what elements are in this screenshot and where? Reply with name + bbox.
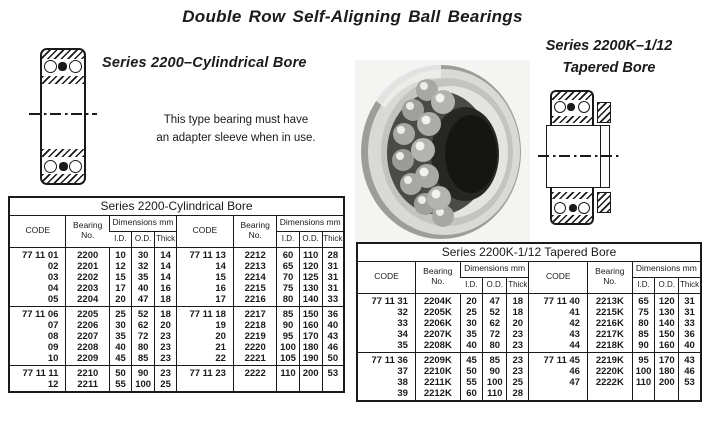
id-cell: 80 [632, 319, 655, 330]
col-header-id: I.D. [460, 277, 483, 293]
thick-cell: 20 [507, 319, 529, 330]
col-header-bearing-no: Bearing No. [66, 215, 110, 247]
od-cell: 190 [299, 354, 322, 365]
bearing-no-cell: 2220K [587, 367, 632, 378]
id-cell: 85 [632, 330, 655, 341]
col-header-od: O.D. [299, 231, 322, 247]
outer-ring-hatch [552, 215, 592, 223]
col-header-id: I.D. [109, 231, 131, 247]
id-cell [632, 389, 655, 401]
table-row [9, 262, 344, 273]
bearing-no-cell: 2215 [233, 284, 277, 295]
thick-cell: 36 [322, 306, 344, 321]
od-cell: 200 [655, 378, 679, 389]
id-cell: 20 [460, 293, 483, 308]
table-title: Series 2200K-1/12 Tapered Bore [357, 243, 701, 261]
table-title: Series 2200-Cylindrical Bore [9, 197, 344, 215]
thick-cell: 36 [679, 330, 701, 341]
code-cell: 03 [47, 273, 59, 284]
od-cell: 72 [483, 330, 507, 341]
bearing-ball-icon [69, 60, 82, 73]
thick-cell: 33 [679, 319, 701, 330]
col-header-od: O.D. [132, 231, 155, 247]
thick-cell: 43 [322, 332, 344, 343]
od-cell: 120 [299, 262, 322, 273]
bearing-no-cell: 2216K [587, 319, 632, 330]
adapter-nut-hatch [597, 192, 611, 213]
col-header-code: CODE [357, 261, 415, 293]
id-cell: 90 [632, 341, 655, 352]
id-cell: 45 [460, 352, 483, 367]
thick-cell: 23 [155, 365, 177, 380]
table-row [9, 247, 344, 262]
od-cell: 62 [132, 321, 155, 332]
od-cell: 120 [655, 293, 679, 308]
code-cell: 12 [47, 380, 59, 391]
table-row [357, 308, 701, 319]
bearing-ball-icon [554, 202, 566, 214]
col-header-code: CODE [9, 215, 66, 247]
code-cell: 02 [47, 262, 59, 273]
col-header-dimensions: Dimensions mm [109, 215, 176, 231]
cylindrical-bore-drawing-icon [40, 48, 86, 185]
bearing-no-cell: 2209K [415, 352, 460, 367]
code-cell: 38 [397, 378, 408, 389]
thick-cell: 18 [507, 293, 529, 308]
bearing-no-cell: 2220 [233, 343, 277, 354]
od-cell: 80 [132, 343, 155, 354]
bearing-ball-icon [44, 160, 57, 173]
bearing-no-cell: 2206 [66, 321, 110, 332]
id-cell: 12 [109, 262, 131, 273]
bearing-no-cell: 2217K [587, 330, 632, 341]
code-cell: 04 [47, 284, 59, 295]
code-cell: 77 11 13 [176, 247, 233, 262]
code-cell: 47 [529, 378, 587, 389]
id-cell: 60 [277, 247, 299, 262]
inner-ring-hatch [552, 116, 592, 123]
table-row [357, 352, 701, 367]
bearing-no-cell: 2209 [66, 354, 110, 365]
od-cell: 52 [483, 308, 507, 319]
bearing-no-cell: 2219K [587, 352, 632, 367]
thick-cell: 40 [679, 341, 701, 352]
bearing-no-cell: 2208K [415, 341, 460, 352]
bearing-no-cell: 2210K [415, 367, 460, 378]
adapter-sleeve-note [132, 112, 340, 147]
tapered-bore-drawing-icon [550, 90, 594, 225]
code-cell: 17 [176, 295, 233, 306]
bearing-no-cell: 2203 [66, 284, 110, 295]
od-cell: 140 [299, 295, 322, 306]
col-header-thick: Thick [155, 231, 177, 247]
thick-cell: 40 [322, 321, 344, 332]
bearing-no-cell: 2207 [66, 332, 110, 343]
thick-cell: 18 [507, 308, 529, 319]
code-cell: 39 [397, 389, 408, 400]
code-cell: 77 11 45 [529, 352, 587, 367]
note-line-1: This type bearing must have [163, 114, 309, 126]
col-header-code: CODE [529, 261, 587, 293]
table-row [9, 380, 344, 392]
od-cell [299, 380, 322, 392]
thick-cell: 43 [679, 352, 701, 367]
code-cell: 41 [529, 308, 587, 319]
code-cell: 77 11 31 [357, 293, 415, 308]
bearing-ball-icon [578, 202, 590, 214]
thick-cell: 18 [155, 295, 177, 306]
thick-cell: 16 [155, 284, 177, 295]
id-cell: 50 [460, 367, 483, 378]
bearing-no-cell: 2206K [415, 319, 460, 330]
thick-cell: 14 [155, 262, 177, 273]
table-row [9, 295, 344, 306]
bearing-no-cell: 2211 [66, 380, 110, 392]
code-cell: 42 [529, 319, 587, 330]
code-cell: 34 [397, 330, 408, 341]
id-cell: 95 [632, 352, 655, 367]
code-cell: 21 [176, 343, 233, 354]
code-cell [529, 389, 587, 401]
code-cell: 77 11 18 [176, 306, 233, 321]
thick-cell: 23 [507, 352, 529, 367]
od-cell: 30 [132, 247, 155, 262]
adapter-nut-hatch [597, 102, 611, 123]
tapered-series-line-1: Series 2200K–1/12 [545, 38, 673, 54]
id-cell: 55 [109, 380, 131, 392]
bearing-no-cell: 2213K [587, 293, 632, 308]
bearing-no-cell [233, 380, 277, 392]
od-cell: 150 [299, 306, 322, 321]
code-cell: 77 11 40 [529, 293, 587, 308]
tapered-bore-table [356, 242, 702, 402]
code-cell: 10 [47, 354, 59, 365]
id-cell: 75 [632, 308, 655, 319]
id-cell: 100 [632, 367, 655, 378]
bearing-no-cell: 2221 [233, 354, 277, 365]
od-cell [655, 389, 679, 401]
col-header-thick: Thick [507, 277, 529, 293]
id-cell: 40 [109, 343, 131, 354]
thick-cell: 18 [155, 306, 177, 321]
thick-cell: 46 [679, 367, 701, 378]
thick-cell: 31 [679, 293, 701, 308]
inner-ring-hatch [42, 76, 84, 84]
code-cell: 77 11 36 [357, 352, 415, 367]
col-header-id: I.D. [632, 277, 655, 293]
col-header-bearing-no: Bearing No. [233, 215, 277, 247]
cylindrical-series-label: Series 2200–Cylindrical Bore [102, 55, 307, 71]
thick-cell: 23 [155, 354, 177, 365]
col-header-thick: Thick [322, 231, 344, 247]
table-row [9, 321, 344, 332]
outer-ring-hatch [42, 50, 84, 59]
code-cell: 77 11 23 [176, 365, 233, 380]
id-cell: 80 [277, 295, 299, 306]
id-cell: 75 [277, 284, 299, 295]
bearing-no-cell: 2210 [66, 365, 110, 380]
code-cell: 20 [176, 332, 233, 343]
bearing-no-cell: 2217 [233, 306, 277, 321]
bearing-no-cell: 2215K [587, 308, 632, 319]
table-row [357, 389, 701, 401]
col-header-id: I.D. [277, 231, 299, 247]
id-cell: 95 [277, 332, 299, 343]
thick-cell: 25 [507, 378, 529, 389]
id-cell: 60 [460, 389, 483, 401]
code-cell: 07 [47, 321, 59, 332]
table-row [357, 341, 701, 352]
table-body [9, 247, 344, 392]
od-cell: 40 [132, 284, 155, 295]
table-row [357, 378, 701, 389]
note-line-2: an adapter sleeve when in use. [156, 131, 316, 144]
inner-ring-hatch [552, 192, 592, 199]
code-cell: 14 [176, 262, 233, 273]
table-row [9, 365, 344, 380]
inner-ring-hatch [42, 149, 84, 157]
thick-cell: 14 [155, 247, 177, 262]
bearing-no-cell: 2212 [233, 247, 277, 262]
page-title: Double Row Self-Aligning Ball Bearings [182, 7, 523, 26]
bearing-no-cell: 2222K [587, 378, 632, 389]
table-body [357, 293, 701, 401]
bearing-no-cell: 2205 [66, 306, 110, 321]
id-cell: 45 [109, 354, 131, 365]
od-cell: 110 [299, 247, 322, 262]
code-cell: 77 11 06 [9, 306, 66, 321]
code-cell: 77 11 11 [9, 365, 66, 380]
id-cell: 50 [109, 365, 131, 380]
col-header-dimensions: Dimensions mm [460, 261, 529, 277]
code-cell: 19 [176, 321, 233, 332]
code-cell: 43 [529, 330, 587, 341]
bearing-no-cell: 2218 [233, 321, 277, 332]
id-cell: 110 [632, 378, 655, 389]
bearing-no-cell: 2205K [415, 308, 460, 319]
col-header-od: O.D. [483, 277, 507, 293]
outer-ring-hatch [42, 174, 84, 183]
od-cell: 35 [132, 273, 155, 284]
bearing-no-cell: 2200 [66, 247, 110, 262]
outer-ring-hatch [552, 92, 592, 100]
bearing-no-cell: 2204 [66, 295, 110, 306]
id-cell: 65 [277, 262, 299, 273]
id-cell: 90 [277, 321, 299, 332]
thick-cell: 28 [507, 389, 529, 401]
bearing-no-cell: 2219 [233, 332, 277, 343]
id-cell: 30 [109, 321, 131, 332]
thick-cell: 23 [507, 341, 529, 352]
od-cell: 47 [132, 295, 155, 306]
od-cell: 32 [132, 262, 155, 273]
bearing-no-cell: 2204K [415, 293, 460, 308]
od-cell: 72 [132, 332, 155, 343]
code-cell: 09 [47, 343, 59, 354]
thick-cell: 33 [322, 295, 344, 306]
code-cell: 33 [397, 319, 408, 330]
od-cell: 85 [483, 352, 507, 367]
bearing-ball-icon [578, 101, 590, 113]
code-cell: 32 [397, 308, 408, 319]
cage-mark [59, 162, 68, 171]
thick-cell: 23 [507, 367, 529, 378]
id-cell: 55 [460, 378, 483, 389]
od-cell: 47 [483, 293, 507, 308]
thick-cell: 31 [322, 284, 344, 295]
id-cell: 25 [460, 308, 483, 319]
cylindrical-bore-table [8, 196, 345, 393]
id-cell: 100 [277, 343, 299, 354]
od-cell: 170 [299, 332, 322, 343]
thick-cell: 46 [322, 343, 344, 354]
id-cell: 65 [632, 293, 655, 308]
cage-mark [569, 204, 577, 212]
id-cell: 105 [277, 354, 299, 365]
col-header-dimensions: Dimensions mm [277, 215, 344, 231]
id-cell: 40 [460, 341, 483, 352]
bearing-ball-icon [44, 60, 57, 73]
bearing-no-cell [587, 389, 632, 401]
od-cell: 100 [132, 380, 155, 392]
thick-cell [679, 389, 701, 401]
id-cell: 85 [277, 306, 299, 321]
id-cell: 110 [277, 365, 299, 380]
table-row [9, 284, 344, 295]
od-cell: 160 [655, 341, 679, 352]
od-cell: 62 [483, 319, 507, 330]
od-cell: 180 [655, 367, 679, 378]
tapered-series-label [513, 35, 705, 79]
od-cell: 200 [299, 365, 322, 380]
od-cell: 180 [299, 343, 322, 354]
id-cell: 15 [109, 273, 131, 284]
col-header-od: O.D. [655, 277, 679, 293]
col-header-bearing-no: Bearing No. [587, 261, 632, 293]
col-header-thick: Thick [679, 277, 701, 293]
od-cell: 100 [483, 378, 507, 389]
thick-cell: 50 [322, 354, 344, 365]
code-cell: 05 [47, 295, 59, 305]
col-header-bearing-no: Bearing No. [415, 261, 460, 293]
thick-cell: 31 [322, 273, 344, 284]
code-cell: 15 [176, 273, 233, 284]
bearing-ball-icon [554, 101, 566, 113]
thick-cell: 23 [507, 330, 529, 341]
col-header-code: CODE [176, 215, 233, 247]
table-row [9, 343, 344, 354]
code-cell: 46 [529, 367, 587, 378]
table-row [357, 293, 701, 308]
code-cell: 37 [397, 367, 408, 378]
code-cell [176, 380, 233, 392]
bearing-no-cell: 2214 [233, 273, 277, 284]
id-cell: 10 [109, 247, 131, 262]
code-cell: 08 [47, 332, 59, 343]
id-cell: 30 [460, 319, 483, 330]
code-cell: 44 [529, 341, 587, 352]
bearing-no-cell: 2207K [415, 330, 460, 341]
od-cell: 130 [655, 308, 679, 319]
bearing-no-cell: 2211K [415, 378, 460, 389]
bearing-no-cell: 2202 [66, 273, 110, 284]
bearing-no-cell: 2216 [233, 295, 277, 306]
thick-cell: 28 [322, 247, 344, 262]
id-cell: 25 [109, 306, 131, 321]
od-cell: 90 [483, 367, 507, 378]
od-cell: 52 [132, 306, 155, 321]
code-cell: 16 [176, 284, 233, 295]
thick-cell: 23 [155, 332, 177, 343]
thick-cell: 23 [155, 343, 177, 354]
tapered-series-line-2: Tapered Bore [562, 60, 656, 76]
od-cell: 90 [132, 365, 155, 380]
od-cell: 160 [299, 321, 322, 332]
table-row [357, 319, 701, 330]
thick-cell: 25 [155, 380, 177, 392]
id-cell: 35 [460, 330, 483, 341]
bearing-no-cell: 2222 [233, 365, 277, 380]
table-row [357, 330, 701, 341]
cage-mark [567, 103, 575, 111]
bearing-no-cell: 2218K [587, 341, 632, 352]
id-cell [277, 380, 299, 392]
od-cell: 80 [483, 341, 507, 352]
col-header-dimensions: Dimensions mm [632, 261, 701, 277]
table-row [9, 273, 344, 284]
od-cell: 150 [655, 330, 679, 341]
thick-cell: 14 [155, 273, 177, 284]
bearing-no-cell: 2213 [233, 262, 277, 273]
center-axis-line [29, 113, 97, 115]
table-row [9, 332, 344, 343]
bearing-ball-icon [69, 160, 82, 173]
od-cell: 110 [483, 389, 507, 401]
bearing-no-cell: 2212K [415, 389, 460, 401]
od-cell: 140 [655, 319, 679, 330]
cage-mark [58, 62, 67, 71]
table-row [9, 306, 344, 321]
thick-cell: 31 [322, 262, 344, 273]
bearing-no-cell: 2201 [66, 262, 110, 273]
table-row [9, 354, 344, 365]
od-cell: 170 [655, 352, 679, 367]
od-cell: 85 [132, 354, 155, 365]
bearing-photo [355, 60, 530, 243]
thick-cell: 31 [679, 308, 701, 319]
id-cell: 20 [109, 295, 131, 306]
code-cell: 35 [397, 341, 408, 351]
thick-cell: 53 [679, 378, 701, 389]
code-cell: 77 11 01 [9, 247, 66, 262]
bearing-no-cell: 2208 [66, 343, 110, 354]
center-axis-line [538, 155, 620, 157]
table-row [357, 367, 701, 378]
thick-cell: 20 [155, 321, 177, 332]
id-cell: 17 [109, 284, 131, 295]
od-cell: 130 [299, 284, 322, 295]
id-cell: 35 [109, 332, 131, 343]
id-cell: 70 [277, 273, 299, 284]
od-cell: 125 [299, 273, 322, 284]
thick-cell [322, 380, 344, 392]
code-cell: 22 [176, 354, 233, 365]
thick-cell: 53 [322, 365, 344, 380]
